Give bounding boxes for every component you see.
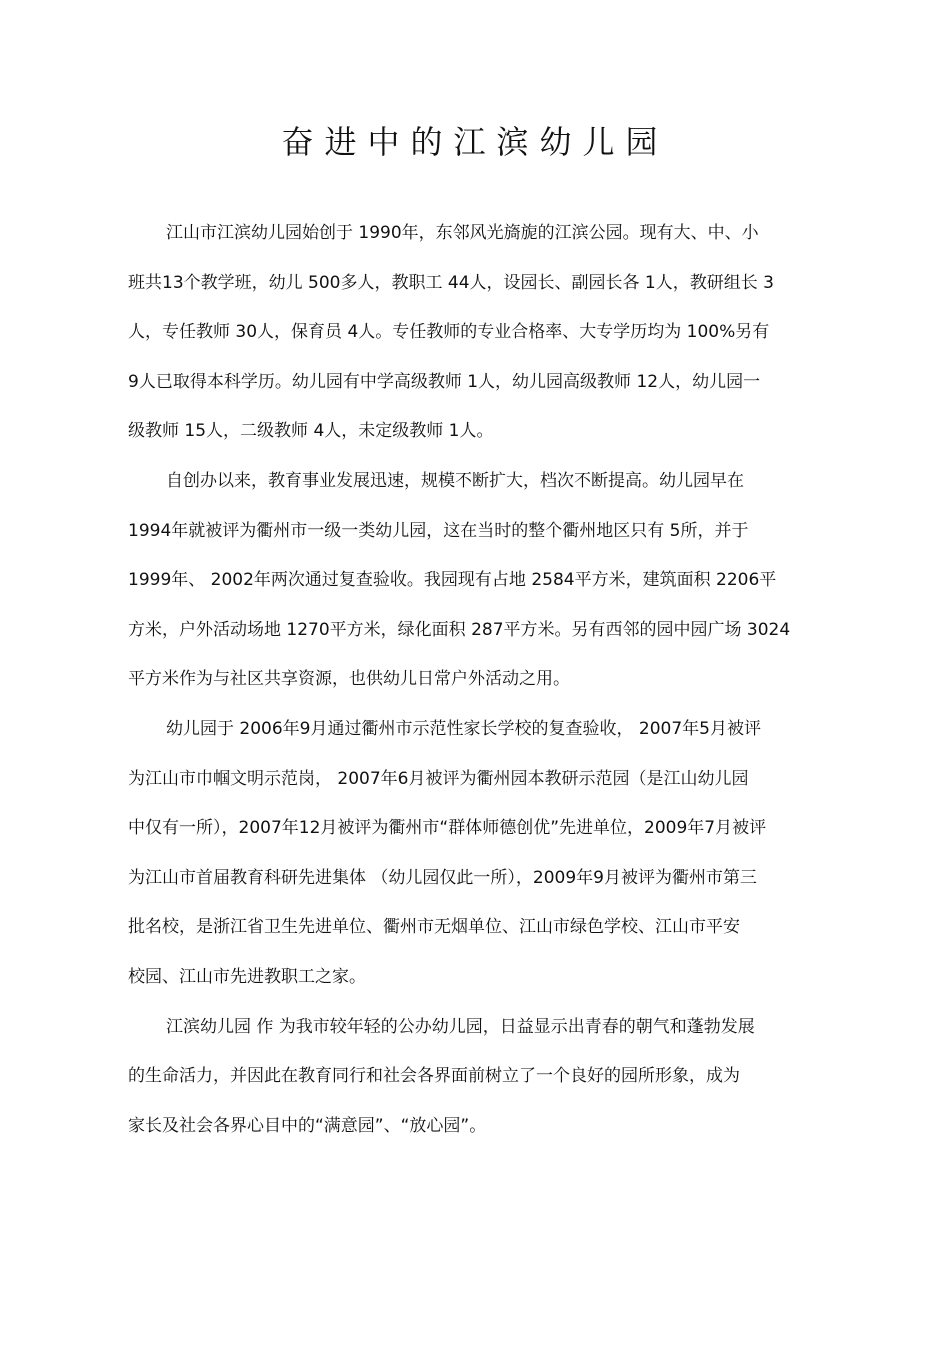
text-line: 人，专任教师 30人，保育员 4人。专任教师的专业合格率、大专学历均为 100%另有	[128, 322, 770, 343]
text-line: 家长及社会各界心目中的“满意园”、“放心园”。	[128, 1115, 487, 1136]
text-line: 平方米作为与社区共享资源，也供幼儿日常户外活动之用。	[128, 669, 570, 690]
text-line: 江滨幼儿园 作 为我市较年轻的公办幼儿园，日益显示出青春的朝气和蓬勃发展	[166, 1016, 755, 1037]
text-line: 江山市江滨幼儿园始创于 1990年，东邻风光旖旎的江滨公园。现有大、中、小	[166, 223, 759, 243]
document-title: 奋进中的江滨幼儿园	[281, 123, 669, 161]
paragraph-intro	[128, 209, 828, 457]
text-line: 自创办以来，教育事业发展迅速，规模不断扩大，档次不断提高。幼儿园早在	[166, 470, 744, 491]
text-line: 级教师 15人，二级教师 4人，未定级教师 1人。	[128, 421, 494, 442]
document-body	[128, 209, 828, 1151]
text-line: 1999年、 2002年两次通过复查验收。我园现有占地 2584平方米，建筑面积 2206平	[128, 570, 777, 591]
text-line: 幼儿园于 2006年9月通过衢州市示范性家长学校的复查验收， 2007年5月被评	[166, 718, 761, 739]
text-line: 为江山市首届教育科研先进集体 （幼儿园仅此一所），2009年9月被评为衢州市第三	[128, 867, 757, 888]
text-line: 批名校，是浙江省卫生先进单位、衢州市无烟单位、江山市绿色学校、江山市平安	[128, 917, 740, 938]
text-line: 为江山市巾帼文明示范岗， 2007年6月被评为衢州园本教研示范园（是江山幼儿园	[128, 768, 749, 789]
paragraph-conclusion	[128, 1003, 828, 1152]
text-line: 方米，户外活动场地 1270平方米，绿化面积 287平方米。另有西邻的园中园广场 3024	[128, 619, 791, 640]
text-line: 中仅有一所），2007年12月被评为衢州市“群体师德创优”先进单位，2009年7月被评	[128, 818, 767, 839]
paragraph-honors	[128, 705, 828, 1003]
text-line: 1994年就被评为衢州市一级一类幼儿园，这在当时的整个衢州地区只有 5所，并于	[128, 520, 749, 541]
text-line: 的生命活力，并因此在教育同行和社会各界面前树立了一个良好的园所形象，成为	[128, 1066, 740, 1087]
text-line: 9人已取得本科学历。幼儿园有中学高级教师 1人，幼儿园高级教师 12人，幼儿园一	[128, 371, 761, 392]
paragraph-development	[128, 457, 828, 705]
text-line: 校园、江山市先进教职工之家。	[128, 966, 366, 987]
text-line: 班共13个教学班，幼儿 500多人，教职工 44人，设园长、副园长各 1人，教研组长 3	[128, 272, 774, 293]
